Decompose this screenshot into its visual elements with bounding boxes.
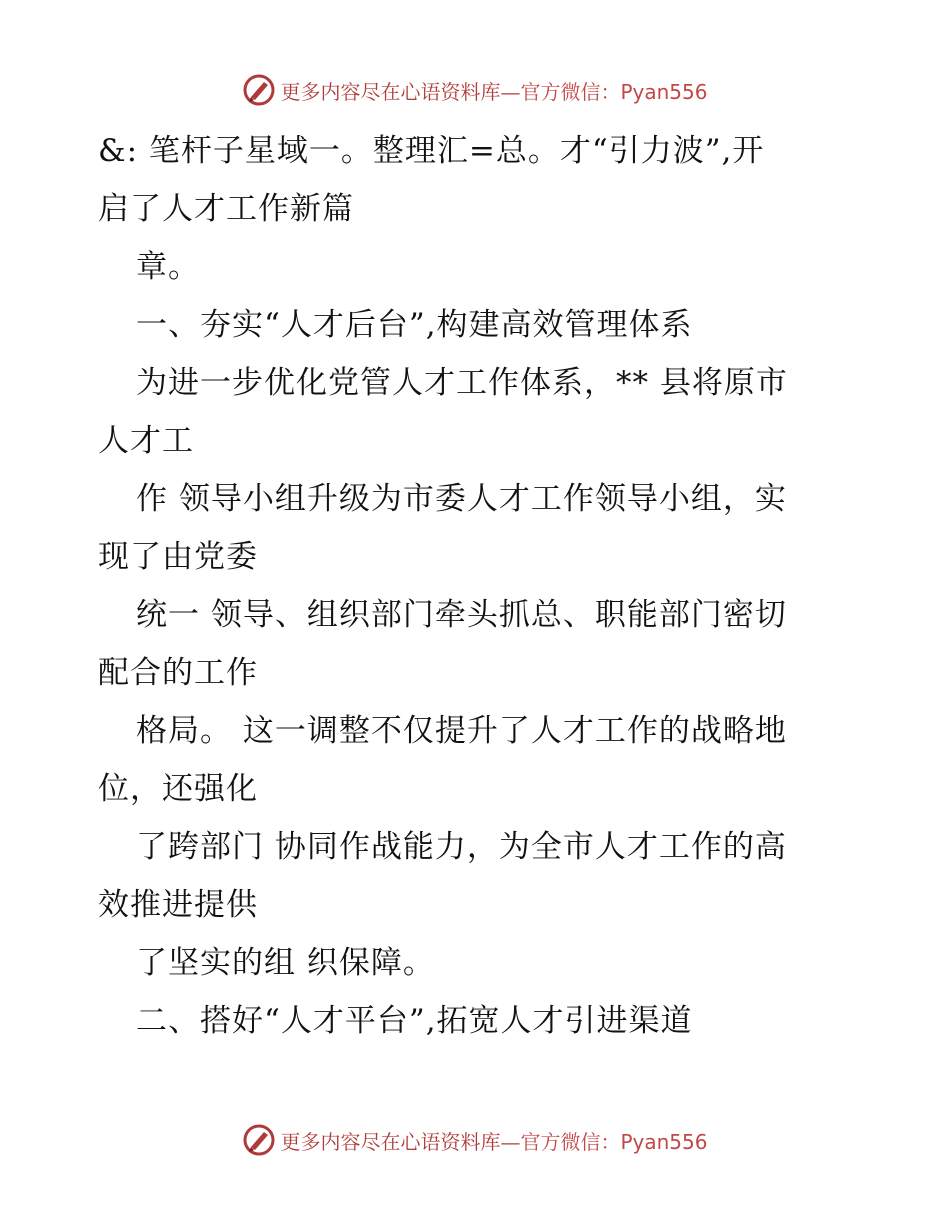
pen-logo-icon: [242, 73, 276, 107]
text-line: 了坚实的组 织保障。: [136, 945, 435, 981]
text-line: 了跨部门 协同作战能力，为全市人才工作的高: [136, 829, 787, 865]
banner-text: 更多内容尽在心语资料库—: [280, 79, 521, 104]
text-line: 格局。 这一调整不仅提升了人才工作的战略地: [136, 713, 787, 749]
document-body: [98, 122, 838, 1050]
text-line: 效推进提供: [98, 887, 258, 923]
text-line: 章。: [136, 249, 200, 285]
text-line: 作 领导小组升级为市委人才工作领导小组，实: [136, 481, 787, 517]
header-banner: [0, 70, 950, 110]
banner-wechat: 官方微信：Pyan556: [520, 79, 708, 104]
text-line: 现了由党委: [98, 539, 258, 575]
pen-logo-icon: [242, 1123, 276, 1157]
text-line: 配合的工作: [98, 655, 258, 691]
text-line: 人才工: [98, 423, 194, 459]
footer-banner: [0, 1120, 950, 1160]
text-line: &: 笔杆子星域一。整理汇=总。才“引力波”,开: [98, 133, 765, 169]
text-line: 为进一步优化党管人才工作体系，** 县将原市: [136, 365, 788, 401]
banner-text: 更多内容尽在心语资料库—: [280, 1129, 521, 1154]
text-line: 统一 领导、组织部门牵头抓总、职能部门密切: [136, 597, 787, 633]
banner-wechat: 官方微信：Pyan556: [520, 1129, 708, 1154]
section-heading: 二、搭好“人才平台”,拓宽人才引进渠道: [136, 1003, 693, 1039]
text-line: 启了人才工作新篇: [98, 191, 354, 227]
section-heading: 一、夯实“人才后台”,构建高效管理体系: [136, 307, 693, 343]
text-line: 位，还强化: [98, 771, 258, 807]
